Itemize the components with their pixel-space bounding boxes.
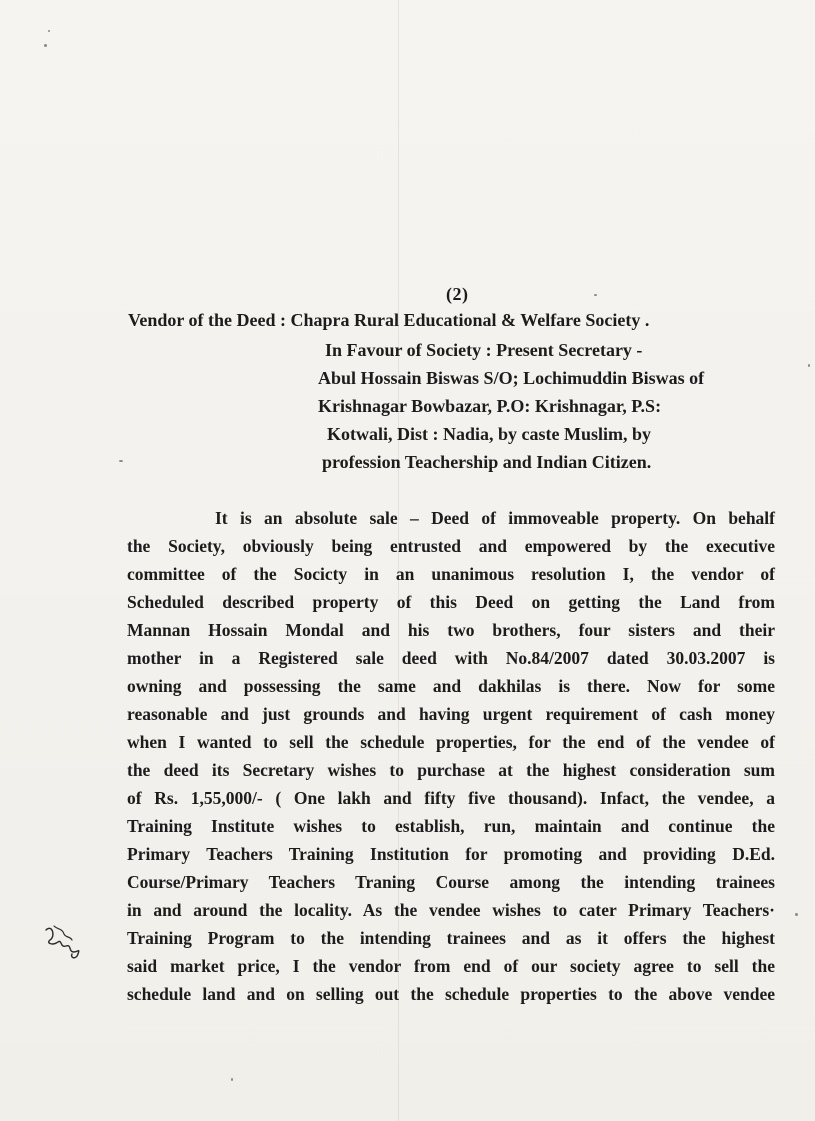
paper-speck [808, 364, 810, 367]
body-line: in and around the locality. As the vendee wishes to cater Primary Teachers· [127, 900, 775, 920]
paper-speck [48, 30, 50, 32]
paper-speck [44, 44, 47, 47]
body-line: Primary Teachers Training Institution for promoting and providing D.Ed. [127, 844, 775, 864]
district-line: Kotwali, Dist : Nadia, by caste Muslim, by [327, 424, 651, 444]
body-line: when I wanted to sell the schedule properties, for the end of the vendee of [127, 732, 775, 752]
body-line: said market price, I the vendor from end of our society agree to sell the [127, 956, 775, 976]
body-line: of Rs. 1,55,000/- ( One lakh and fifty five thousand). Infact, the vendee, a [127, 788, 775, 808]
address-line: Krishnagar Bowbazar, P.O: Krishnagar, P.S: [318, 396, 662, 416]
body-line: Training Program to the intending trainees and as it offers the highest [127, 928, 775, 948]
body-line: owning and possessing the same and dakhilas is there. Now for some [127, 676, 775, 696]
body-line: the Society, obviously being entrusted and empowered by the executive [127, 536, 775, 556]
paper-speck [795, 913, 798, 916]
body-line: Course/Primary Teachers Traning Course among the intending trainees [127, 872, 775, 892]
page-number: (2) [446, 284, 469, 304]
body-line: committee of the Socicty in an unanimous resolution I, the vendor of [127, 564, 775, 584]
vendor-line: Vendor of the Deed : Chapra Rural Educational & Welfare Society . [128, 310, 650, 330]
body-line: schedule land and on selling out the schedule properties to the above vendee [127, 984, 775, 1004]
body-line: Mannan Hossain Mondal and his two brothers, four sisters and their [127, 620, 775, 640]
paper-speck [119, 460, 123, 462]
handwritten-signature [42, 918, 86, 962]
paper-speck [594, 294, 597, 296]
in-favour-line: In Favour of Society : Present Secretary - [325, 340, 643, 360]
body-line: It is an absolute sale – Deed of immoveable property. On behalf [215, 508, 775, 528]
body-line: reasonable and just grounds and having urgent requirement of cash money [127, 704, 775, 724]
secretary-name-line: Abul Hossain Biswas S/O; Lochimuddin Biswas of [318, 368, 705, 388]
body-line: Scheduled described property of this Deed on getting the Land from [127, 592, 775, 612]
profession-line: profession Teachership and Indian Citizen. [322, 452, 652, 472]
body-line: the deed its Secretary wishes to purchase at the highest consideration sum [127, 760, 775, 780]
body-line: Training Institute wishes to establish, run, maintain and continue the [127, 816, 775, 836]
paper-speck [231, 1078, 233, 1081]
paper-fold-line [398, 0, 399, 1121]
body-line: mother in a Registered sale deed with No.84/2007 dated 30.03.2007 is [127, 648, 775, 668]
